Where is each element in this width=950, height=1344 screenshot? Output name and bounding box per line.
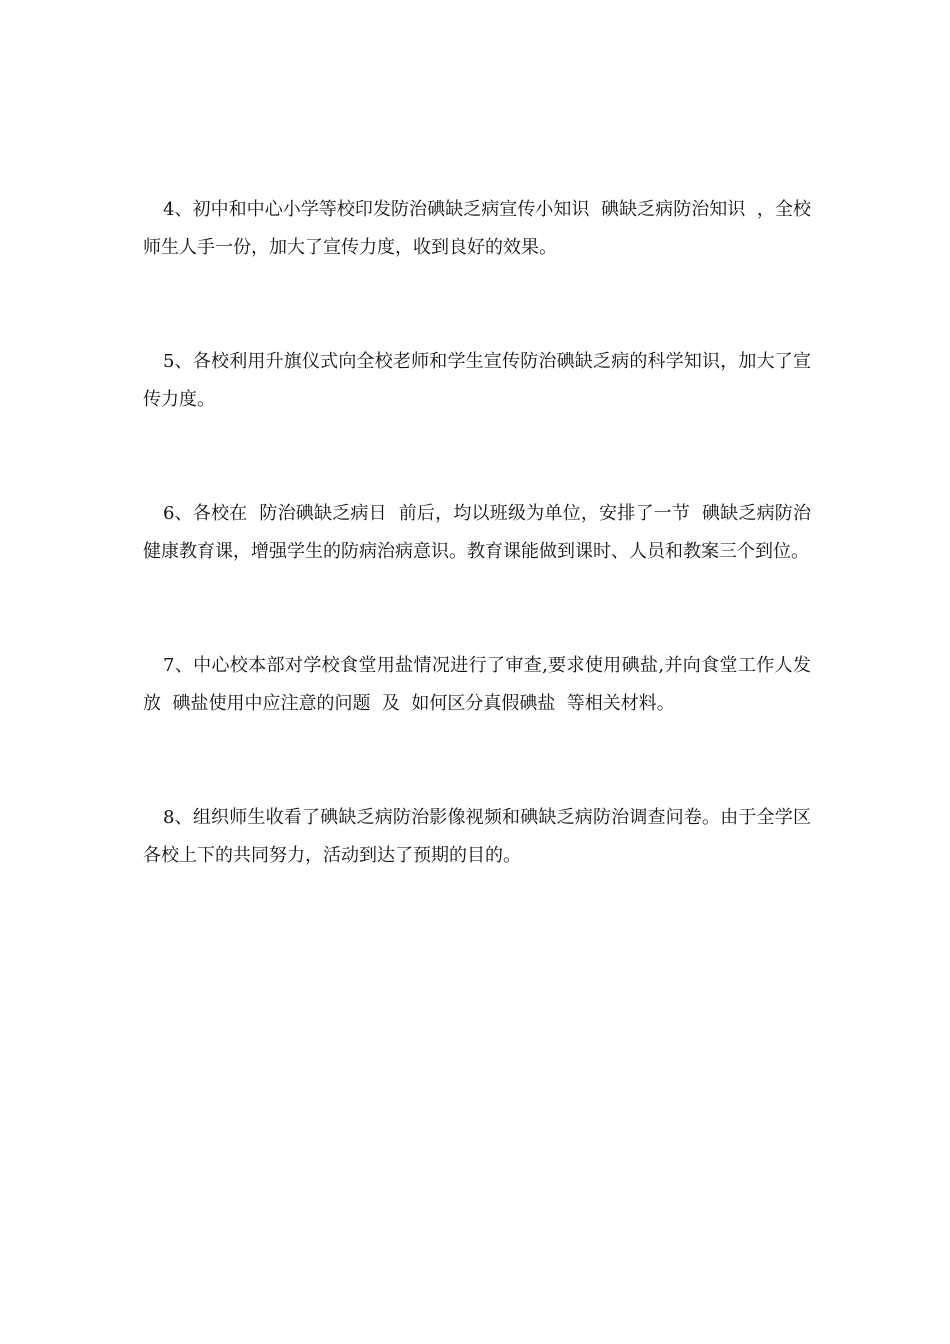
paragraph-8: 8、组织师生收看了碘缺乏病防治影像视频和碘缺乏病防治调查问卷。由于全学区各校上下的共同努力，活动到达了预期的目的。 (143, 807, 811, 866)
paragraph-4: 4、初中和中心小学等校印发防治碘缺乏病宣传小知识 碘缺乏病防治知识 ，全校师生人手一份，加大了宣传力度，收到良好的效果。 (143, 199, 811, 258)
paragraph-7: 7、中心校本部对学校食堂用盐情况进行了审查,要求使用碘盐,并向食堂工作人发放 碘盐使用中应注意的问题 及 如何区分真假碘盐 等相关材料。 (143, 655, 811, 714)
paragraph-5: 5、各校利用升旗仪式向全校老师和学生宣传防治碘缺乏病的科学知识，加大了宣传力度。 (143, 351, 811, 410)
paragraph-6: 6、各校在 防治碘缺乏病日 前后，均以班级为单位，安排了一节 碘缺乏病防治 健康教育课，增强学生的防病治病意识。教育课能做到课时、人员和教案三个到位。 (143, 503, 823, 562)
document-body (143, 191, 823, 951)
